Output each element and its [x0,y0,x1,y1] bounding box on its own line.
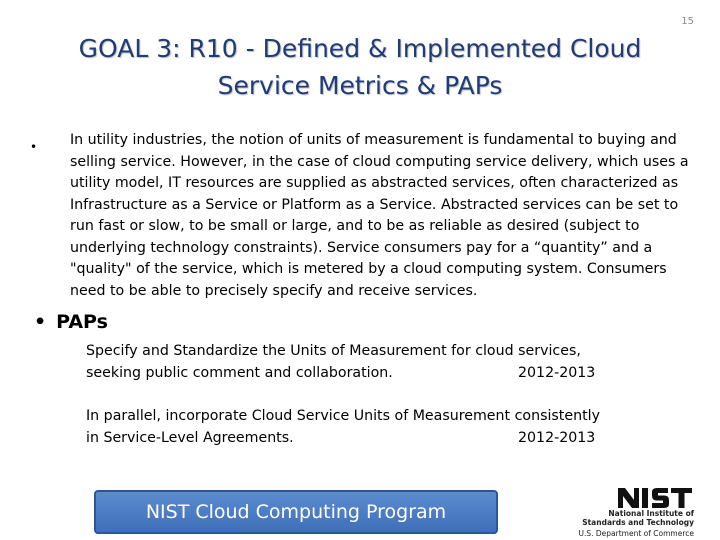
logo-line-1: National Institute of [608,509,694,518]
title-line-2: Service Metrics & PAPs [217,71,503,100]
intro-paragraph: In utility industries, the notion of units of measurement is fundamental to buying and selling service. However, in the case of cloud computing service delivery, which uses a utility model, IT resources are supplied as abstracted services, often characterized as Infrastructure as a Service or Platform as a Service. Abstracted services can be set to run fast or slow, to be small or large, and to be as reliable as desired (subject to underlying technology constraints). Service consumers pay for a “quantity” and a "quality" of the service, which is metered by a cloud computing system. Consumers need to be able to precisely specify and receive services. [70,132,689,299]
logo-line-2: Standards and Technology [582,518,694,527]
title-line-1: GOAL 3: R10 - Defined & Implemented Cloud [78,34,642,63]
nist-cloud-program-button[interactable]: NIST Cloud Computing Program [94,490,498,534]
pap-item [86,405,606,449]
nist-logo [578,488,698,538]
nist-logo-icon [616,488,694,508]
bullet-marker: • [30,140,38,154]
pap-item-line1: In parallel, incorporate Cloud Service Units of Measurement consistently [86,408,600,424]
slide-number: 15 [681,16,694,27]
pap-item [86,340,606,384]
bullet-marker: • [34,311,47,333]
slide-title [40,30,680,104]
paps-heading-label: PAPs [56,311,108,333]
paps-heading [34,311,108,333]
pap-item-date: 2012-2013 [518,430,596,446]
pap-item-line1: Specify and Standardize the Units of Measurement for cloud services, [86,343,581,359]
pap-item-line2: seeking public comment and collaboration. [86,365,393,381]
pap-item-line2: in Service-Level Agreements. [86,430,294,446]
logo-line-3: U.S. Department of Commerce [578,529,694,538]
pap-item-date: 2012-2013 [518,365,596,381]
